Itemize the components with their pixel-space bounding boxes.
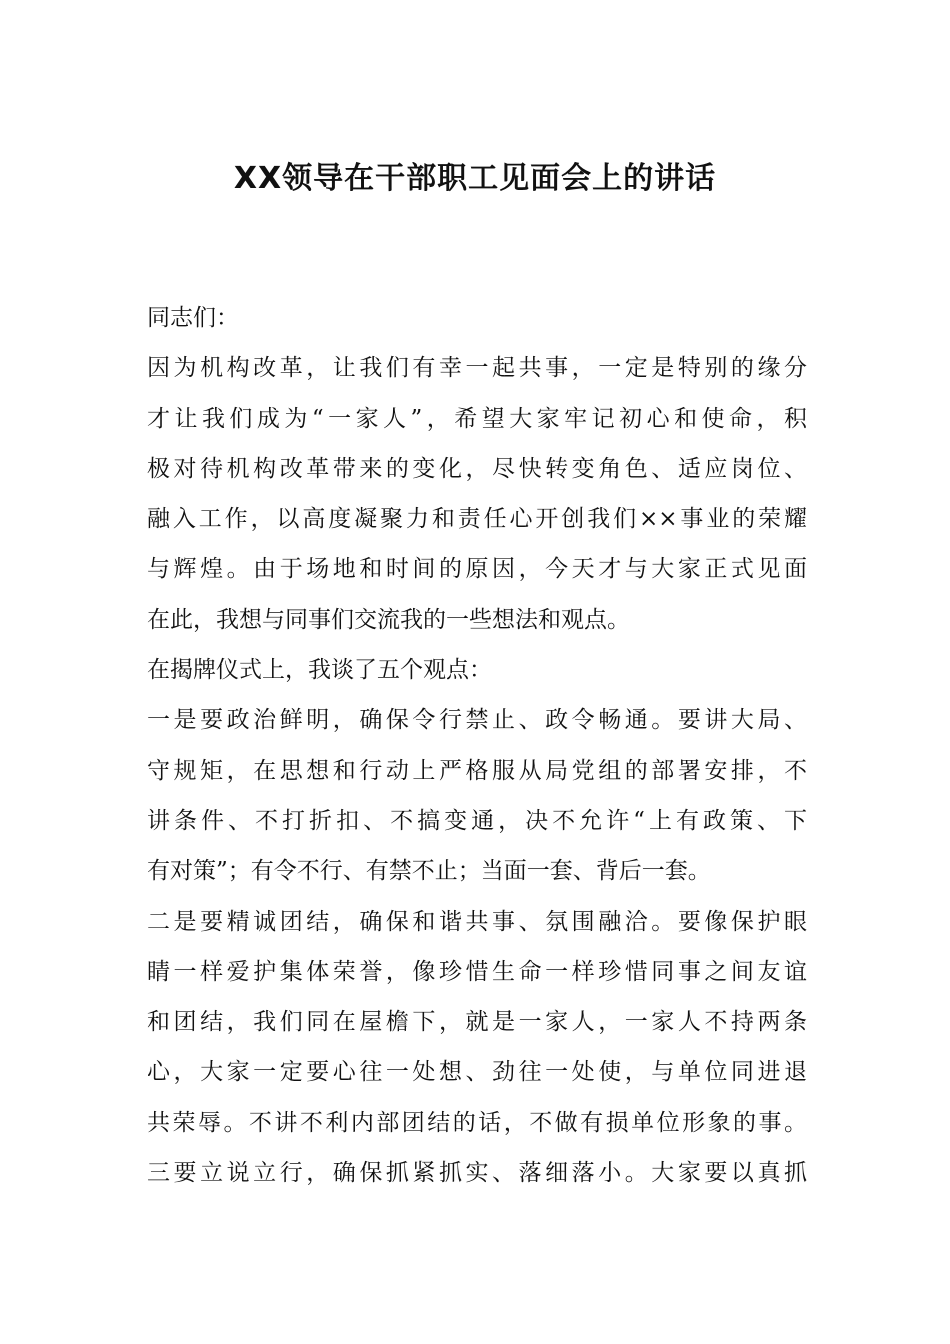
- text-line: 共荣辱。不讲不利内部团结的话，不做有损单位形象的事。: [147, 1109, 807, 1136]
- text-line: 三要立说立行，确保抓紧抓实、落细落小。大家要以真抓: [147, 1160, 807, 1187]
- text-line: 二是要精诚团结，确保和谐共事、氛围融洽。要像保护眼: [147, 908, 807, 935]
- document-title: XX领导在干部职工见面会上的讲话: [233, 161, 717, 196]
- text-line: 同志们：: [147, 305, 239, 331]
- text-line: 讲条件、不打折扣、不搞变通，决不允许“上有政策、下: [147, 807, 807, 834]
- text-line: 才让我们成为“一家人”，希望大家牢记初心和使命，积: [147, 405, 807, 432]
- text-line: 因为机构改革，让我们有幸一起共事，一定是特别的缘分: [147, 355, 807, 382]
- text-line: 睛一样爱护集体荣誉，像珍惜生命一样珍惜同事之间友谊: [147, 958, 807, 985]
- text-line: 有对策”；有令不行、有禁不止；当面一套、背后一套。: [147, 858, 711, 885]
- text-line: 守规矩，在思想和行动上严格服从局党组的部署安排，不: [147, 757, 807, 784]
- text-line: 在揭牌仪式上，我谈了五个观点：: [147, 657, 492, 684]
- text-line: 一是要政治鲜明，确保令行禁止、政令畅通。要讲大局、: [147, 707, 807, 734]
- text-line: 与辉煌。由于场地和时间的原因，今天才与大家正式见面: [147, 556, 807, 583]
- text-line: 融入工作，以高度凝聚力和责任心开创我们××事业的荣耀: [147, 506, 807, 533]
- text-line: 和团结，我们同在屋檐下，就是一家人，一家人不持两条: [147, 1009, 807, 1036]
- text-line: 极对待机构改革带来的变化，尽快转变角色、适应岗位、: [147, 455, 807, 482]
- text-line: 心，大家一定要心往一处想、劲往一处使，与单位同进退: [147, 1059, 807, 1086]
- document-body: [147, 293, 807, 1198]
- text-line: 在此，我想与同事们交流我的一些想法和观点。: [147, 606, 630, 633]
